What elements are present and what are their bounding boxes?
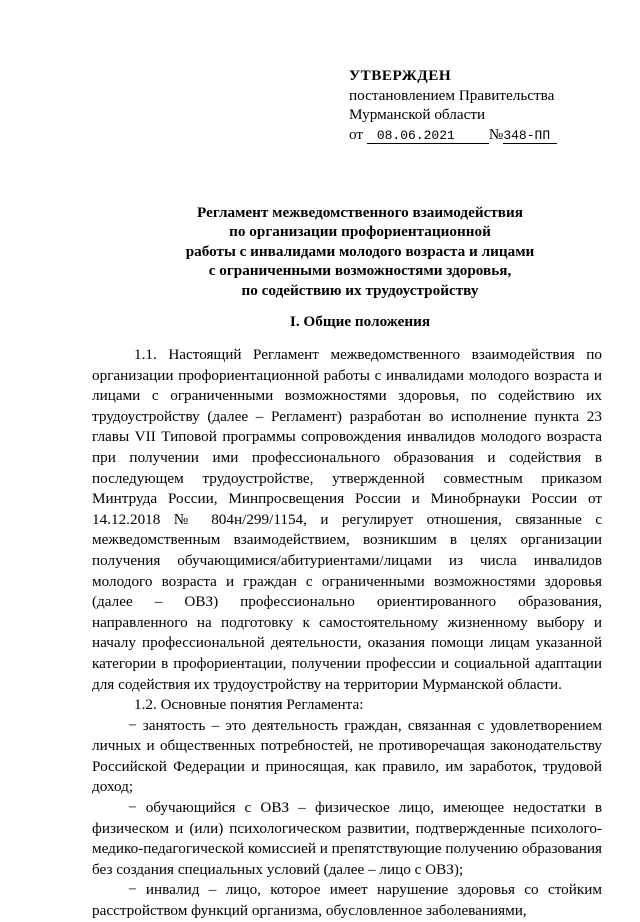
approval-number: 348-ПП xyxy=(503,128,557,144)
approval-date-line xyxy=(349,125,629,145)
document-title-line: по организации профориентационной xyxy=(229,223,491,241)
paragraph-1-2: 1.2. Основные понятия Регламента: xyxy=(134,696,364,714)
section-heading: I. Общие положения xyxy=(289,313,431,330)
approval-line-2: Мурманской области xyxy=(349,106,486,123)
approval-date: 08.06.2021 xyxy=(367,128,489,144)
date-prefix: от xyxy=(349,125,364,143)
definition-item: − обучающийся с ОВЗ – физическое лицо, имеющее недостатки в физическом и (или) психологическом развитии, подтвержденные психолого-медико-педагогической комиссией и препятствующие получению образования без создания специальных условий (далее – лицо с ОВЗ); xyxy=(92,799,602,878)
document-title-line: Регламент межведомственного взаимодействия xyxy=(197,204,523,221)
document-body xyxy=(92,345,602,922)
number-prefix: № xyxy=(488,125,504,143)
approval-stamp xyxy=(349,66,629,144)
document-title xyxy=(150,203,570,300)
document-title-line: по содействию их трудоустройству xyxy=(241,281,479,299)
definition-item: − инвалид – лицо, которое имеет нарушение здоровья со стойким расстройством функций организма, обусловленное заболеваниями, xyxy=(92,881,602,920)
approval-title: УТВЕРЖДЕН xyxy=(349,67,452,84)
definition-item: − занятость – это деятельность граждан, связанная с удовлетворением личных и общественных потребностей, не противоречащая законодательству Российской Федерации и приносящая, как правило, им заработок, трудовой доход; xyxy=(92,716,602,796)
document-title-line: с ограниченными возможностями здоровья, xyxy=(208,262,512,280)
paragraph-1-1: 1.1. Настоящий Регламент межведомственного взаимодействия по организации профориентационной работы с инвалидами молодого возраста и лицами с ограниченными возможностями здоровья, по содействию их трудоустройству (далее – Регламент) разработан во исполнение пункта 23 главы VII Типовой программы сопровождения инвалидов молодого возраста при получении ими профессионального образования и содействия в последующем трудоустройстве, утвержденной совместным приказом Минтруда России, Минпросвещения России и Минобрнауки России от 14.12.2018 № 804н/299/1154, и регулирует отношения, связанные с межведомственным взаимодействием, возникшим в целях организации получения обучающимися/абитуриентами/лицами из числа инвалидов молодого возраста и граждан с ограниченными возможностями здоровья (далее – ОВЗ) профессионально ориентированного образования, направленного на подготовку к самостоятельному жизненному выбору и началу профессиональной деятельности, оказания помощи лицам указанной категории в профориентации, получении профессии и социальной адаптации для содействия их трудоустройству на территории Мурманской области. xyxy=(92,346,602,693)
approval-line-1: постановлением Правительства xyxy=(349,86,555,104)
document-title-line: работы с инвалидами молодого возраста и лицами xyxy=(185,242,535,260)
